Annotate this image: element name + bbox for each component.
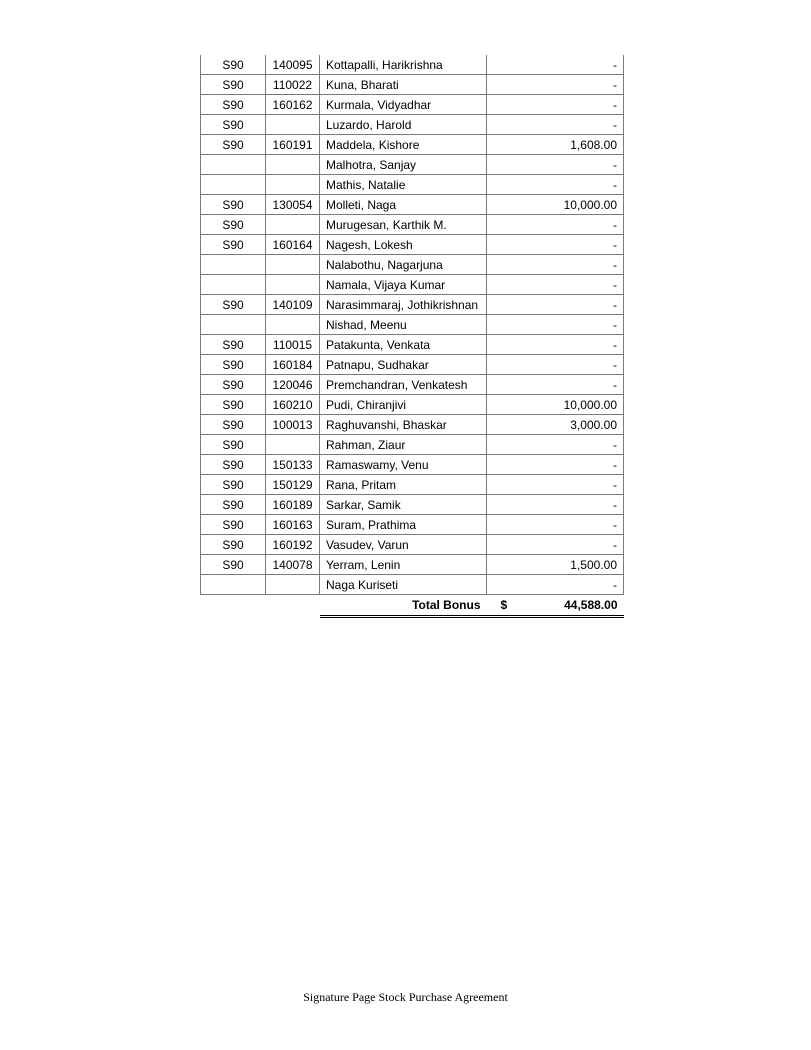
employee-name-cell: Nagesh, Lokesh xyxy=(320,235,487,255)
employee-id-cell: 160163 xyxy=(266,515,320,535)
group-cell: S90 xyxy=(201,215,266,235)
group-cell: S90 xyxy=(201,75,266,95)
employee-id-cell xyxy=(266,275,320,295)
group-cell: S90 xyxy=(201,335,266,355)
bonus-amount-cell: - xyxy=(487,175,624,195)
bonus-amount-cell: - xyxy=(487,255,624,275)
group-cell: S90 xyxy=(201,295,266,315)
table-row xyxy=(201,475,624,495)
bonus-amount-cell: - xyxy=(487,535,624,555)
employee-name-cell: Naga Kuriseti xyxy=(320,575,487,595)
employee-name-cell: Kottapalli, Harikrishna xyxy=(320,55,487,75)
table-row xyxy=(201,395,624,415)
bonus-amount-cell: - xyxy=(487,475,624,495)
employee-id-cell xyxy=(266,215,320,235)
table-row xyxy=(201,235,624,255)
employee-id-cell: 160191 xyxy=(266,135,320,155)
bonus-amount-cell: - xyxy=(487,55,624,75)
bonus-amount-cell: 10,000.00 xyxy=(487,395,624,415)
table-row xyxy=(201,575,624,595)
table-row xyxy=(201,75,624,95)
employee-id-cell: 150129 xyxy=(266,475,320,495)
group-cell xyxy=(201,175,266,195)
total-spacer xyxy=(266,595,320,617)
employee-name-cell: Nishad, Meenu xyxy=(320,315,487,335)
employee-id-cell: 100013 xyxy=(266,415,320,435)
group-cell: S90 xyxy=(201,555,266,575)
employee-name-cell: Narasimmaraj, Jothikrishnan xyxy=(320,295,487,315)
group-cell: S90 xyxy=(201,135,266,155)
table-row xyxy=(201,375,624,395)
group-cell xyxy=(201,575,266,595)
employee-id-cell: 160210 xyxy=(266,395,320,415)
employee-name-cell: Ramaswamy, Venu xyxy=(320,455,487,475)
table-row xyxy=(201,255,624,275)
table-row xyxy=(201,195,624,215)
bonus-table xyxy=(200,55,624,618)
total-row xyxy=(201,595,624,617)
employee-name-cell: Sarkar, Samik xyxy=(320,495,487,515)
employee-id-cell: 120046 xyxy=(266,375,320,395)
bonus-amount-cell: 3,000.00 xyxy=(487,415,624,435)
table-row xyxy=(201,335,624,355)
bonus-table-body xyxy=(201,55,624,595)
bonus-amount-cell: - xyxy=(487,515,624,535)
employee-id-cell xyxy=(266,435,320,455)
total-value: 44,588.00 xyxy=(564,598,618,612)
table-row xyxy=(201,535,624,555)
table-row xyxy=(201,515,624,535)
employee-name-cell: Rahman, Ziaur xyxy=(320,435,487,455)
employee-id-cell: 150133 xyxy=(266,455,320,475)
employee-id-cell: 160162 xyxy=(266,95,320,115)
table-row xyxy=(201,175,624,195)
group-cell xyxy=(201,275,266,295)
total-amount-cell xyxy=(487,595,624,617)
employee-id-cell xyxy=(266,115,320,135)
employee-name-cell: Patakunta, Venkata xyxy=(320,335,487,355)
employee-name-cell: Molleti, Naga xyxy=(320,195,487,215)
employee-name-cell: Suram, Prathima xyxy=(320,515,487,535)
table-row xyxy=(201,355,624,375)
total-currency: $ xyxy=(500,598,508,612)
employee-id-cell: 110022 xyxy=(266,75,320,95)
employee-id-cell: 160189 xyxy=(266,495,320,515)
employee-id-cell: 160164 xyxy=(266,235,320,255)
bonus-amount-cell: - xyxy=(487,375,624,395)
employee-name-cell: Murugesan, Karthik M. xyxy=(320,215,487,235)
group-cell xyxy=(201,255,266,275)
group-cell: S90 xyxy=(201,515,266,535)
employee-id-cell: 160192 xyxy=(266,535,320,555)
bonus-amount-cell: - xyxy=(487,295,624,315)
bonus-amount-cell: - xyxy=(487,155,624,175)
bonus-amount-cell: - xyxy=(487,75,624,95)
employee-name-cell: Yerram, Lenin xyxy=(320,555,487,575)
bonus-amount-cell: - xyxy=(487,455,624,475)
employee-id-cell xyxy=(266,575,320,595)
employee-name-cell: Nalabothu, Nagarjuna xyxy=(320,255,487,275)
group-cell: S90 xyxy=(201,235,266,255)
group-cell xyxy=(201,315,266,335)
employee-name-cell: Rana, Pritam xyxy=(320,475,487,495)
employee-id-cell: 160184 xyxy=(266,355,320,375)
employee-id-cell xyxy=(266,155,320,175)
group-cell: S90 xyxy=(201,95,266,115)
employee-name-cell: Premchandran, Venkatesh xyxy=(320,375,487,395)
employee-name-cell: Pudi, Chiranjivi xyxy=(320,395,487,415)
group-cell: S90 xyxy=(201,55,266,75)
bonus-amount-cell: - xyxy=(487,435,624,455)
table-row xyxy=(201,55,624,75)
bonus-amount-cell: - xyxy=(487,495,624,515)
employee-name-cell: Vasudev, Varun xyxy=(320,535,487,555)
employee-name-cell: Mathis, Natalie xyxy=(320,175,487,195)
table-row xyxy=(201,135,624,155)
total-label: Total Bonus xyxy=(320,595,487,617)
bonus-amount-cell: - xyxy=(487,315,624,335)
table-row xyxy=(201,415,624,435)
group-cell xyxy=(201,155,266,175)
bonus-amount-cell: - xyxy=(487,335,624,355)
group-cell: S90 xyxy=(201,535,266,555)
employee-id-cell xyxy=(266,315,320,335)
employee-id-cell: 140078 xyxy=(266,555,320,575)
bonus-amount-cell: - xyxy=(487,355,624,375)
employee-id-cell: 140109 xyxy=(266,295,320,315)
bonus-amount-cell: - xyxy=(487,575,624,595)
employee-name-cell: Malhotra, Sanjay xyxy=(320,155,487,175)
table-row xyxy=(201,435,624,455)
table-row xyxy=(201,555,624,575)
table-row xyxy=(201,315,624,335)
table-row xyxy=(201,115,624,135)
bonus-amount-cell: - xyxy=(487,275,624,295)
total-spacer xyxy=(201,595,266,617)
bonus-amount-cell: - xyxy=(487,115,624,135)
group-cell: S90 xyxy=(201,115,266,135)
group-cell: S90 xyxy=(201,475,266,495)
employee-name-cell: Kurmala, Vidyadhar xyxy=(320,95,487,115)
table-row xyxy=(201,275,624,295)
employee-id-cell: 140095 xyxy=(266,55,320,75)
bonus-amount-cell: - xyxy=(487,235,624,255)
group-cell: S90 xyxy=(201,375,266,395)
bonus-amount-cell: 1,500.00 xyxy=(487,555,624,575)
bonus-amount-cell: 1,608.00 xyxy=(487,135,624,155)
employee-name-cell: Raghuvanshi, Bhaskar xyxy=(320,415,487,435)
group-cell: S90 xyxy=(201,195,266,215)
table-row xyxy=(201,495,624,515)
page-footer: Signature Page Stock Purchase Agreement xyxy=(303,990,508,1004)
employee-name-cell: Kuna, Bharati xyxy=(320,75,487,95)
group-cell: S90 xyxy=(201,495,266,515)
bonus-amount-cell: - xyxy=(487,215,624,235)
group-cell: S90 xyxy=(201,415,266,435)
employee-id-cell: 110015 xyxy=(266,335,320,355)
table-row xyxy=(201,95,624,115)
employee-name-cell: Maddela, Kishore xyxy=(320,135,487,155)
group-cell: S90 xyxy=(201,435,266,455)
bonus-amount-cell: - xyxy=(487,95,624,115)
bonus-table-container xyxy=(200,55,623,618)
group-cell: S90 xyxy=(201,355,266,375)
employee-name-cell: Patnapu, Sudhakar xyxy=(320,355,487,375)
table-row xyxy=(201,155,624,175)
group-cell: S90 xyxy=(201,455,266,475)
table-row xyxy=(201,295,624,315)
employee-name-cell: Namala, Vijaya Kumar xyxy=(320,275,487,295)
group-cell: S90 xyxy=(201,395,266,415)
table-row xyxy=(201,215,624,235)
employee-id-cell xyxy=(266,175,320,195)
table-row xyxy=(201,455,624,475)
employee-id-cell xyxy=(266,255,320,275)
bonus-amount-cell: 10,000.00 xyxy=(487,195,624,215)
employee-id-cell: 130054 xyxy=(266,195,320,215)
employee-name-cell: Luzardo, Harold xyxy=(320,115,487,135)
